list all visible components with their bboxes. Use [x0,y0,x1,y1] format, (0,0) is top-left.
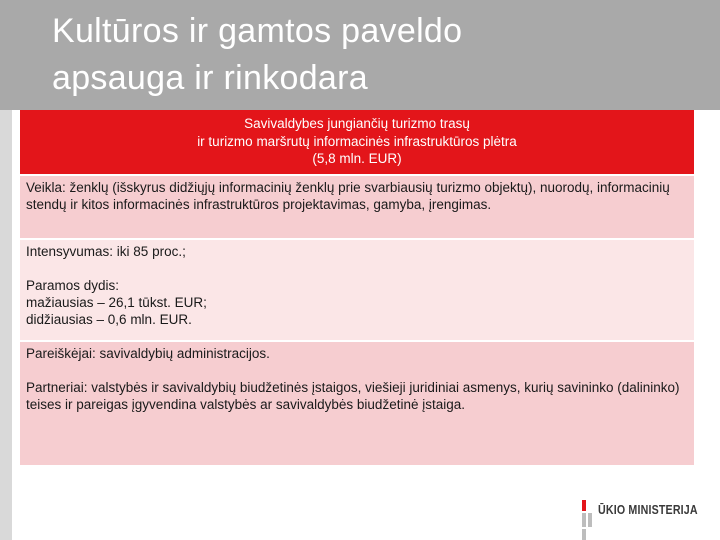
partners-label: Partneriai [26,380,84,395]
info-card [20,110,694,467]
slide-title [52,8,462,102]
applicants-label: Pareiškėjai [26,346,93,361]
applicants-text: : savivaldybių administracijos. [92,346,270,361]
left-decorative-strip [0,110,12,540]
card-heading-line-2: ir turizmo maršrutų informacinės infrastruktūros plėtra [197,133,517,149]
slide-title-line-1: Kultūros ir gamtos paveldo [52,12,463,50]
slide-title-line-2: apsauga ir rinkodara [52,59,368,97]
intensity-label: Intensyvumas [26,244,110,259]
slide-header [0,0,720,110]
applicants-and-partners-row [20,342,694,465]
ministry-logo-text: ŪKIO MINISTERIJA [598,502,698,517]
activity-text: : ženklų (išskyrus didžiųjų informacinių ženklų prie svarbiausių turizmo objektų), nuorodų, informacinių stendų ir kitos informacinės infrastruktūros projektavimas, gamyba, įrengimas. [26,180,670,212]
support-maximum: didžiausias – 0,6 mln. EUR. [26,312,192,327]
activity-label: Veikla [26,180,63,195]
intensity-and-support-row [20,240,694,342]
activity-row [20,176,694,240]
card-heading-amount: (5,8 mln. EUR) [312,151,402,166]
intensity-text: : iki 85 proc.; [109,244,186,259]
ministry-logo [578,500,708,540]
card-heading [20,110,694,176]
partners-text: : valstybės ir savivaldybių biudžetinės įstaigos, viešieji juridiniai asmenys, kurių savininko (dalininko) teises ir pareigas įgyvendina valstybės ar savivaldybės biudžetinė įstaiga. [26,380,680,412]
ministry-logo-icon [578,500,594,540]
support-amount-label: Paramos dydis [26,278,116,293]
support-amount-colon: : [115,278,120,293]
support-minimum: mažiausias – 26,1 tūkst. EUR; [26,295,207,310]
card-heading-line-1: Savivaldybes jungiančių turizmo trasų [244,116,470,131]
